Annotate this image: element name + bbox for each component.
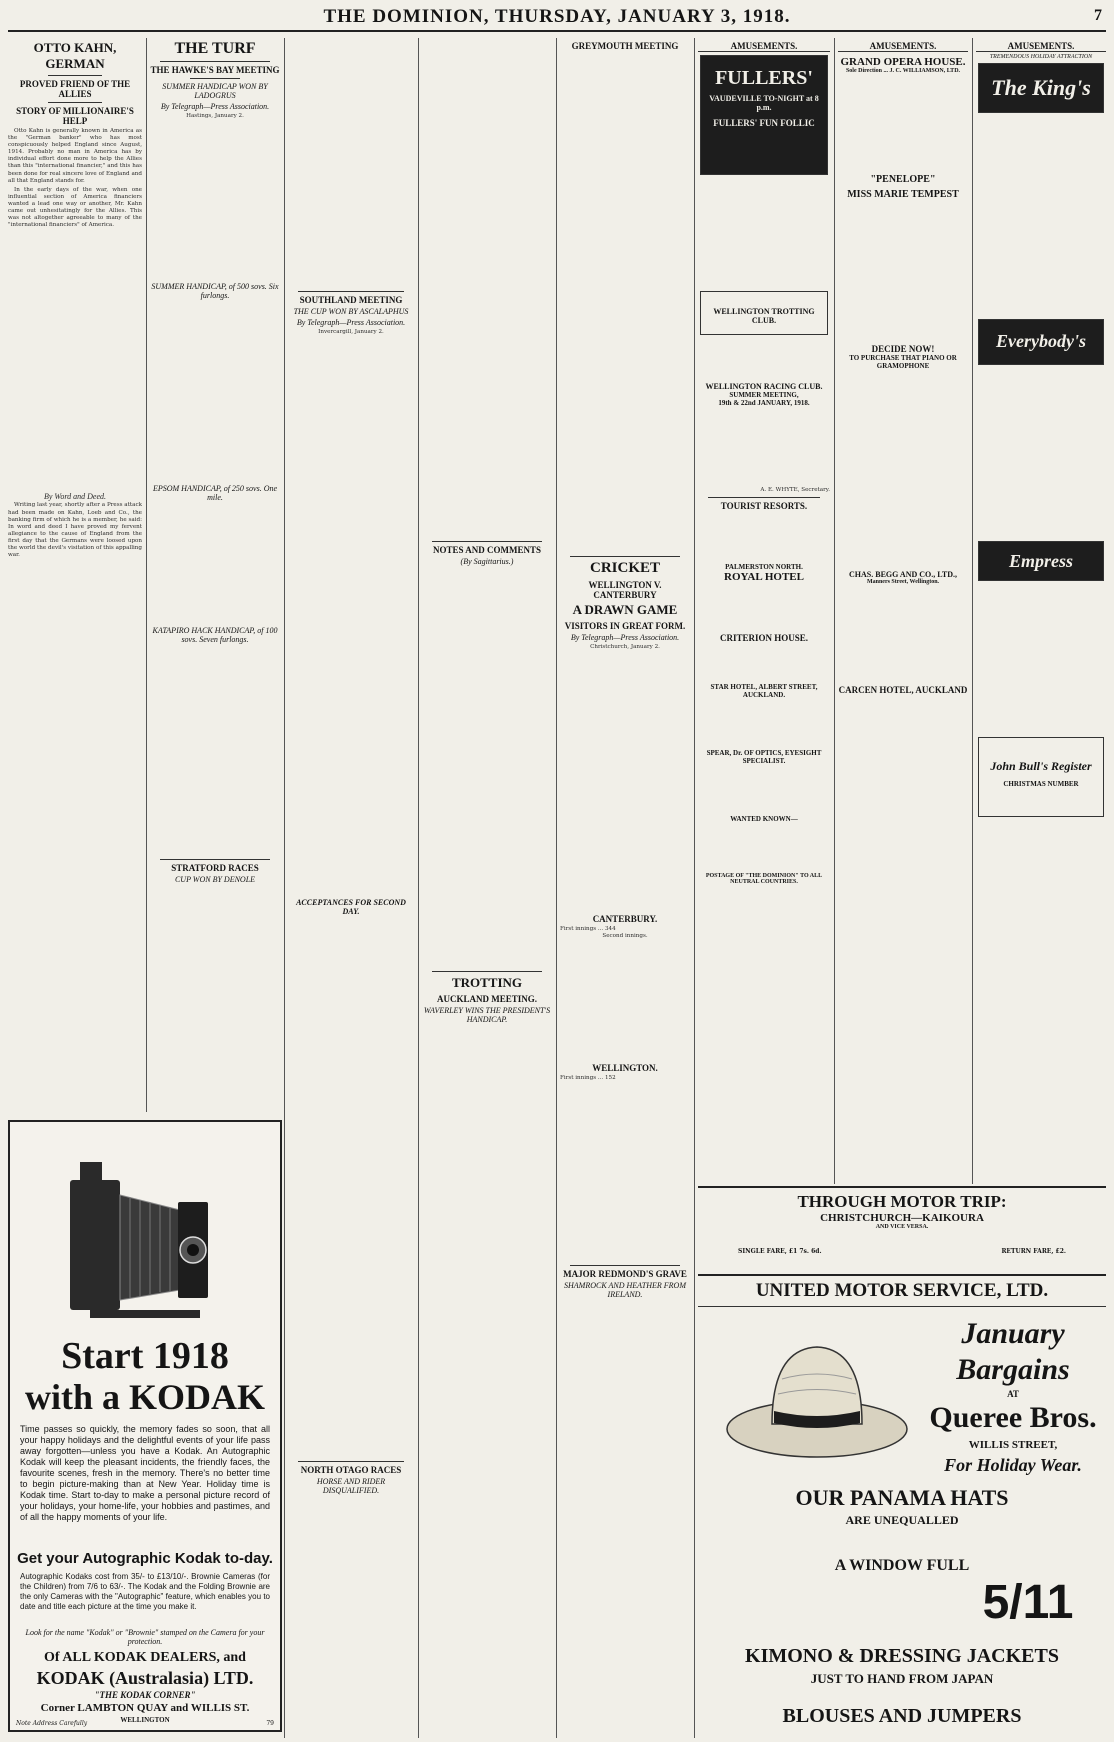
page-number: 7 — [1094, 7, 1102, 24]
queree-street: WILLIS STREET, — [968, 1439, 1058, 1451]
race-results — [422, 38, 552, 538]
decide-now: DECIDE NOW! — [871, 344, 935, 354]
motor-route: CHRISTCHURCH—KAIKOURA — [820, 1212, 984, 1224]
deck-story: STORY OF MILLIONAIRE'S HELP — [16, 106, 134, 126]
trotting-club-ad — [700, 291, 828, 335]
score-line: First innings ... 344 — [560, 926, 616, 933]
register-text — [976, 820, 1106, 990]
masthead-title: THE DOMINION, THURSDAY, JANUARY 3, 1918. — [323, 6, 791, 27]
subhead-southland: SOUTHLAND MEETING — [299, 295, 403, 305]
subhead-acceptances: ACCEPTANCES FOR SECOND DAY. — [296, 898, 406, 917]
column-cricket — [560, 38, 690, 1738]
press-assoc: By Telegraph—Press Association. — [570, 633, 680, 642]
opera-direction: Sole Direction ... J. C. WILLIAMSON, LTD. — [845, 68, 961, 74]
score-wellington: WELLINGTON. — [592, 1063, 658, 1074]
divider — [298, 1461, 404, 1462]
divider — [708, 497, 820, 498]
opera-text — [838, 200, 968, 340]
kodak-advertisement — [8, 1120, 282, 1732]
kodak-headline-1: Start 1918 — [61, 1335, 229, 1377]
christmas-number: CHRISTMAS NUMBER — [1003, 780, 1079, 788]
begg-company: CHAS. BEGG AND CO., LTD., — [849, 570, 957, 579]
queree-window-text — [712, 1579, 942, 1639]
subhead-drawn-game: A DRAWN GAME — [572, 602, 678, 617]
everybodys-program — [976, 368, 1106, 538]
register-ad — [978, 737, 1104, 817]
column-rule — [834, 38, 835, 1184]
queree-bargains: Bargains — [956, 1353, 1070, 1386]
kings-title: The King's — [991, 75, 1091, 100]
kodak-city: WELLINGTON — [120, 1716, 170, 1724]
folding-camera-illustration — [60, 1140, 230, 1330]
race-results — [288, 918, 414, 1458]
column-southland — [288, 38, 414, 1738]
queree-holiday: For Holiday Wear. — [944, 1455, 1082, 1475]
kodak-address: Corner LAMBTON QUAY and WILLIS ST. — [40, 1702, 250, 1714]
queree-at: AT — [1007, 1389, 1019, 1399]
tourist-text — [698, 513, 830, 563]
scorecard — [560, 1082, 690, 1262]
subhead-visitors: VISITORS IN GREAT FORM. — [564, 621, 686, 631]
purchase-piano: TO PURCHASE THAT PIANO OR GRAMOPHONE — [849, 354, 957, 370]
panama-hat-illustration — [722, 1319, 912, 1469]
hotel-text — [698, 583, 830, 633]
subhead-hawkes-bay: THE HAWKE'S BAY MEETING — [150, 65, 280, 75]
queree-text — [712, 1533, 1092, 1553]
column-rule — [972, 38, 973, 1184]
article-body — [8, 128, 142, 1041]
banner-amusements: AMUSEMENTS. — [838, 41, 968, 52]
queree-window: A WINDOW FULL — [834, 1557, 970, 1574]
race-results — [288, 1497, 414, 1697]
race-results — [288, 336, 414, 896]
press-assoc: By Telegraph—Press Association. — [160, 102, 270, 111]
spear-optics: SPEAR, Dr. OF OPTICS, EYESIGHT SPECIALIST. — [706, 749, 822, 766]
divider — [432, 971, 542, 972]
column-amusements-2 — [838, 38, 968, 1184]
queree-panama: OUR PANAMA HATS — [795, 1485, 1009, 1510]
article-continued-text — [8, 231, 142, 491]
queree-kimono-text — [712, 1689, 1092, 1703]
race-results — [150, 886, 280, 1006]
hotel-text — [698, 643, 830, 683]
racing-dates: 19th & 22nd JANUARY, 1918. — [718, 399, 810, 407]
score-canterbury: CANTERBURY. — [592, 914, 658, 925]
queree-blouses: BLOUSES AND JUMPERS — [782, 1705, 1022, 1727]
wanted-known: WANTED KNOWN— — [730, 815, 798, 824]
kings-program — [976, 116, 1106, 316]
race-results — [288, 38, 414, 288]
trotting-club-text — [698, 338, 830, 378]
queree-january: January — [961, 1317, 1065, 1350]
press-assoc: By Telegraph—Press Association. — [296, 318, 406, 327]
paragraph: Writing last year, shortly after a Press attack had been made on Kahn, Loeb and Co., the banking firm of which he is a member, he said: In word and deed I have proved my fervent allegiance to the cause of England from the first day that the Germans were loosed upon the world the devil's visitation of this appalling war. — [8, 502, 142, 559]
queree-kimono: KIMONO & DRESSING JACKETS — [745, 1645, 1059, 1667]
piano-text — [838, 370, 968, 570]
divider — [48, 75, 102, 76]
subhead-stratford: STRATFORD RACES — [171, 863, 259, 874]
divider — [160, 61, 270, 62]
dateline: Invercargill, January 2. — [318, 329, 384, 335]
everybodys-title: Everybody's — [996, 331, 1086, 351]
race-results — [150, 504, 280, 624]
banner-tourist: TOURIST RESORTS. — [720, 501, 808, 512]
banner-amusements: AMUSEMENTS. — [698, 41, 830, 52]
motor-title: THROUGH MOTOR TRIP: — [797, 1192, 1007, 1211]
fullers-subtitle: VAUDEVILLE TO-NIGHT at 8 p.m. — [709, 94, 819, 112]
kings-subtitle: TREMENDOUS HOLIDAY ATTRACTION — [989, 54, 1093, 60]
column-turf — [150, 38, 280, 1116]
subhead-greymouth: GREYMOUTH MEETING — [571, 41, 679, 51]
kodak-body: Time passes so quickly, the memory fades so soon, that all your happy holidays and the delightful events of your life pass away forgotten—unless you have a Kodak. An Autographic Kodak will keep the pleasant incidents, the friendly faces, the favourite scenes, fresh in the memory. There's no better time to begin picture-making than at New Year. Holiday time is Kodak time. Start to-day to make a personal picture record of your holidays, your home-life, your hobbies and pastimes, and of all the happy moments of your life. — [20, 1424, 270, 1522]
divider — [190, 78, 240, 79]
dateline: Hastings, January 2. — [186, 113, 244, 119]
kings-ad — [978, 63, 1104, 113]
headline-otto-kahn: OTTO KAHN, GERMAN — [33, 40, 117, 71]
empress-ad — [978, 541, 1104, 581]
racing-club-text — [698, 407, 830, 487]
divider — [570, 556, 680, 557]
kodak-prices: Autographic Kodaks cost from 35/- to £13/10/-. Brownie Cameras (for the Children) from 7/6 to 63/-. The Kodak and the Folding Brownie are the only Cameras with the "Autographic" feature, which enables you to date and title each picture at the time you make it. — [20, 1572, 270, 1611]
kodak-company: KODAK (Australasia) LTD. — [36, 1668, 254, 1688]
racing-secretary: A. E. WHYTE, Secretary. — [760, 487, 830, 493]
kodak-note: Look for the name "Kodak" or "Brownie" stamped on the Camera for your protection. — [25, 1628, 265, 1646]
race-results — [422, 1026, 552, 1666]
byline: (By Sagittarius.) — [460, 557, 514, 566]
begg-text — [838, 585, 968, 685]
queree-unequalled: ARE UNEQUALLED — [845, 1513, 959, 1527]
scorecard — [560, 940, 690, 1060]
divider — [570, 1265, 680, 1266]
palmerston: PALMERSTON NORTH. — [725, 563, 803, 572]
fullers-ad — [700, 55, 828, 175]
fullers-line: FULLERS' FUN FOLLIC — [713, 118, 815, 128]
race-results — [150, 646, 280, 856]
kodak-tagline: "THE KODAK CORNER" — [94, 1690, 196, 1700]
motor-fares — [738, 1248, 1066, 1255]
subhead-shamrock: SHAMROCK AND HEATHER FROM IRELAND. — [564, 1281, 686, 1300]
subhead-cup-won: THE CUP WON BY ASCALAPHUS — [293, 307, 409, 316]
headline-trotting: TROTTING — [451, 975, 523, 990]
fullers-title: FULLERS' — [715, 67, 813, 89]
hotel-text — [838, 695, 968, 785]
subhead-wellington-canterbury: WELLINGTON V. CANTERBURY — [588, 580, 662, 600]
postage-text — [698, 885, 830, 945]
queree-japan: JUST TO HAND FROM JAPAN — [810, 1671, 994, 1686]
paragraph: In the early days of the war, when one influential section of America financiers wanted a lead one way or another, Mr. Kahn came out unhesitatingly for the Allies. This was not altogether agreeable to many of the "international financiers" of America. — [8, 186, 142, 229]
masthead — [8, 6, 1106, 32]
divider — [48, 102, 102, 103]
column-rule — [146, 38, 147, 1112]
carcen-hotel: CARCEN HOTEL, AUCKLAND — [838, 685, 968, 695]
byline: By Word and Deed. — [43, 492, 107, 502]
subhead-proved-friend: PROVED FRIEND OF THE ALLIES — [19, 79, 131, 99]
cricket-report — [560, 651, 690, 911]
race-results — [560, 53, 690, 553]
column-otto-kahn — [8, 38, 142, 1116]
divider — [160, 859, 270, 860]
return-fare: RETURN FARE, £2. — [1001, 1248, 1066, 1255]
opera-text — [838, 74, 968, 174]
column-greymouth — [422, 38, 552, 1738]
race-summer-handicap: SUMMER HANDICAP, of 500 sovs. Six furlongs. — [151, 282, 279, 301]
star-hotel: STAR HOTEL, ALBERT STREET, AUCKLAND. — [710, 683, 818, 700]
column-rule — [418, 38, 419, 1738]
single-fare: SINGLE FARE, £1 7s. 6d. — [738, 1248, 822, 1255]
subhead-waverley: WAVERLEY WINS THE PRESIDENT'S HANDICAP. — [423, 1006, 551, 1024]
queree-name: Queree Bros. — [929, 1401, 1097, 1434]
subhead-north-otago: NORTH OTAGO RACES — [300, 1465, 402, 1476]
royal-hotel: ROYAL HOTEL — [724, 571, 804, 584]
subhead-notes-comments: NOTES AND COMMENTS — [432, 545, 541, 555]
hotel-text — [698, 699, 830, 749]
motor-text — [704, 1232, 1100, 1246]
score-line: Second innings. — [602, 933, 648, 940]
race-results — [150, 120, 280, 280]
motor-service-ad — [698, 1186, 1106, 1276]
column-rule — [694, 38, 695, 1738]
subhead-auckland: AUCKLAND MEETING. — [436, 994, 537, 1004]
headline-cricket: CRICKET — [589, 560, 660, 576]
racing-summer: SUMMER MEETING, — [729, 391, 799, 399]
fullers-program — [698, 178, 830, 288]
subhead-disqualified: HORSE AND RIDER DISQUALIFIED. — [316, 1477, 386, 1496]
criterion-house: CRITERION HOUSE. — [719, 633, 809, 644]
divider — [298, 291, 404, 292]
penelope: "PENELOPE" — [870, 174, 936, 185]
column-amusements-1 — [698, 38, 830, 1184]
column-amusements-3 — [976, 38, 1106, 1184]
race-epsom-handicap: EPSOM HANDICAP, of 250 sovs. One mile. — [152, 484, 278, 503]
optics-text — [698, 765, 830, 815]
banner-amusements: AMUSEMENTS. — [976, 41, 1106, 52]
subhead-summer-handicap: SUMMER HANDICAP WON BY LADOGRUS — [162, 82, 268, 100]
subhead-cup-won: CUP WON BY DENOLE — [174, 875, 256, 885]
grand-opera-house: GRAND OPERA HOUSE. — [840, 56, 966, 68]
motor-vice-versa: AND VICE VERSA. — [875, 1224, 929, 1230]
kodak-dealers: Of ALL KODAK DEALERS, and — [44, 1650, 246, 1665]
subhead-redmond: MAJOR REDMOND'S GRAVE — [563, 1269, 687, 1280]
empress-program — [976, 584, 1106, 734]
queree-price: 5/11 — [982, 1576, 1074, 1629]
redmond-text — [560, 1301, 690, 1561]
kodak-footer-number: 79 — [266, 1720, 274, 1727]
score-line: First innings ... 152 — [560, 1075, 616, 1082]
paragraph: Otto Kahn is generally known in America as the "German banker" who has most conspicuously helped England since August, 1914. Probably no man in America has by individual effort done more to help the Allies than this "international financier," and this has been done for real sincere love of England and all that England stands for. — [8, 128, 142, 184]
kodak-cta: Get your Autographic Kodak to-day. — [17, 1550, 273, 1567]
racing-club-title: WELLINGTON RACING CLUB. — [705, 382, 823, 391]
dateline: Christchurch, January 2. — [590, 644, 660, 650]
wanted-text — [698, 823, 830, 873]
race-results — [150, 302, 280, 482]
notes-text — [422, 568, 552, 968]
everybodys-ad — [978, 319, 1104, 365]
queree-bros-ad — [698, 1306, 1106, 1732]
postage-notice: POSTAGE OF "THE DOMINION" TO ALL NEUTRAL COUNTRIES. — [705, 873, 823, 886]
trotting-club-title: WELLINGTON TROTTING CLUB. — [713, 307, 815, 325]
headline-turf: THE TURF — [174, 40, 256, 57]
motor-company: UNITED MOTOR SERVICE, LTD. — [755, 1280, 1049, 1301]
divider — [432, 541, 542, 542]
register-title: John Bull's Register — [990, 759, 1092, 773]
article-continued-text — [8, 561, 142, 1041]
column-rule — [556, 38, 557, 1738]
empress-title: Empress — [1008, 551, 1073, 571]
race-katapiro: KATAPIRO HACK HANDICAP, of 100 sovs. Seven furlongs. — [152, 626, 278, 645]
begg-address: Manners Street, Wellington. — [866, 579, 940, 585]
marie-tempest: MISS MARIE TEMPEST — [847, 189, 959, 200]
kodak-headline-2: with a KODAK — [24, 1377, 265, 1417]
kodak-footer-note: Note Address Carefully — [16, 1720, 88, 1727]
column-rule — [284, 38, 285, 1738]
